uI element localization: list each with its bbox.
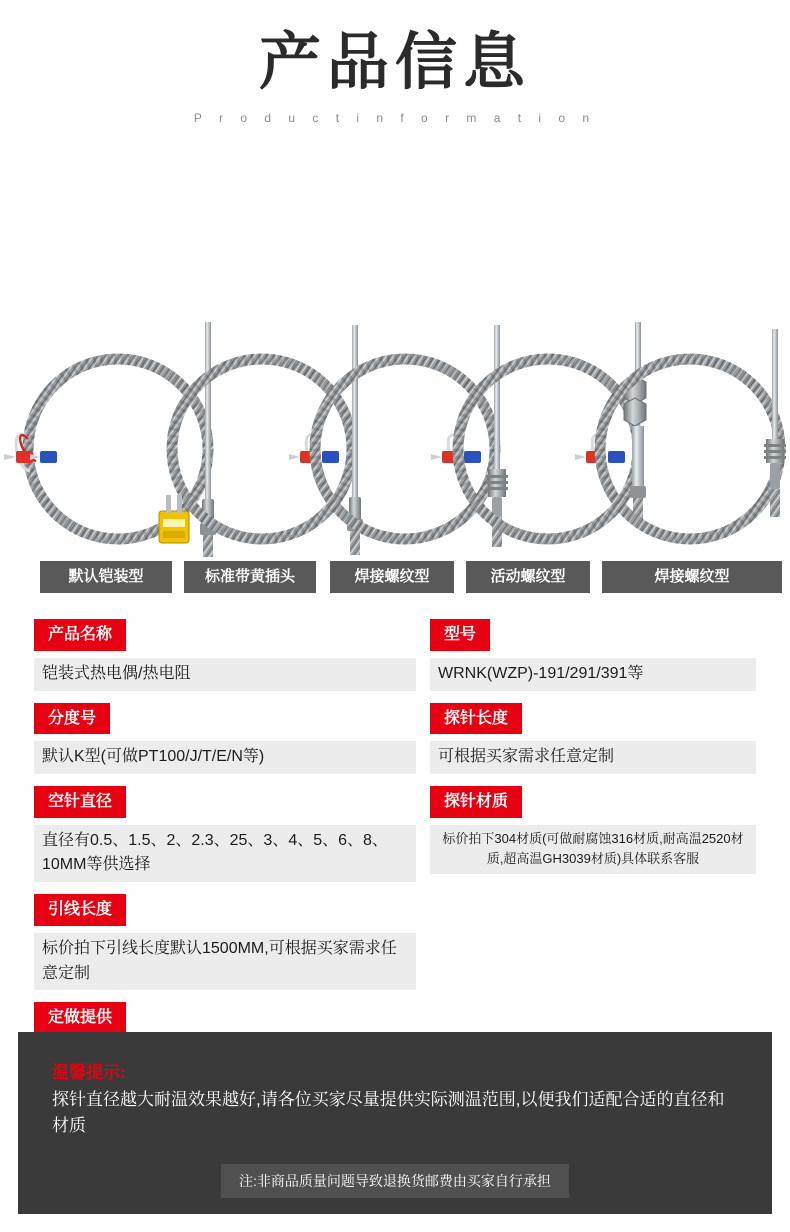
notice-footnote-wrap [18,1164,772,1198]
notice-body: 探针直径越大耐温效果越好,请各位买家尽量提供实际测温范围,以便我们适配合适的直径和材质 [52,1090,725,1136]
spec-value-diameter: 直径有0.5、1.5、2、2.3、25、3、4、5、6、8、10MM等供选择 [34,825,416,883]
thread-fitting-3 [486,469,508,497]
thread-fitting-5 [764,439,786,463]
page-subtitle: P r o d u c t i n f o r m a t i o n [193,111,597,126]
notice-panel [18,1032,772,1214]
caption-standard-yellow-plug: 标准带黄插头 [184,561,316,593]
spec-row-model [430,619,756,690]
spec-label-model: 型号 [430,619,490,651]
caption-welded-thread-2: 焊接螺纹型 [602,561,782,593]
spec-row-probe-length [430,703,756,774]
spec-label-diameter: 空针直径 [34,786,126,818]
probe-unit-5 [600,329,786,539]
spec-row-diameter [34,786,416,882]
spec-value-product-name: 铠装式热电偶/热电阻 [34,658,416,691]
page-title: 产品信息 [258,25,531,98]
spec-label-product-name: 产品名称 [34,619,126,651]
probe-unit-2 [159,325,363,555]
spec-value-probe-material: 标价拍下304材质(可做耐腐蚀316材质,耐高温2520材质,超高温GH3039材质)具体联系客服 [430,825,756,875]
caption-row [0,561,790,597]
spec-value-probe-length: 可根据买家需求任意定制 [430,741,756,774]
caption-welded-thread: 焊接螺纹型 [330,561,454,593]
page-header [0,0,790,125]
spec-label-graduation: 分度号 [34,703,110,735]
spec-label-probe-material: 探针材质 [430,786,522,818]
spec-row-graduation [34,703,416,774]
spec-value-lead-length: 标价拍下引线长度默认1500MM,可根据买家需求任意定制 [34,933,416,991]
spec-row-product-name [34,619,416,690]
caption-movable-thread: 活动螺纹型 [466,561,590,593]
spec-label-custom-made: 定做提供 [34,1002,126,1034]
spec-row-probe-material [430,786,756,874]
spec-value-model: WRNK(WZP)-191/291/391等 [430,658,756,691]
notice-title: 温馨提示: [52,1063,126,1082]
product-image [0,139,790,559]
terminal-lug-red-1 [4,451,33,463]
product-illustration [0,139,790,559]
spec-value-graduation: 默认K型(可做PT100/J/T/E/N等) [34,741,416,774]
caption-default-armored: 默认铠装型 [40,561,172,593]
spec-row-lead-length [34,894,416,990]
spec-label-probe-length: 探针长度 [430,703,522,735]
spec-label-lead-length: 引线长度 [34,894,126,926]
notice-footnote: 注:非商品质量问题导致退换货邮费由买家自行承担 [221,1164,569,1198]
